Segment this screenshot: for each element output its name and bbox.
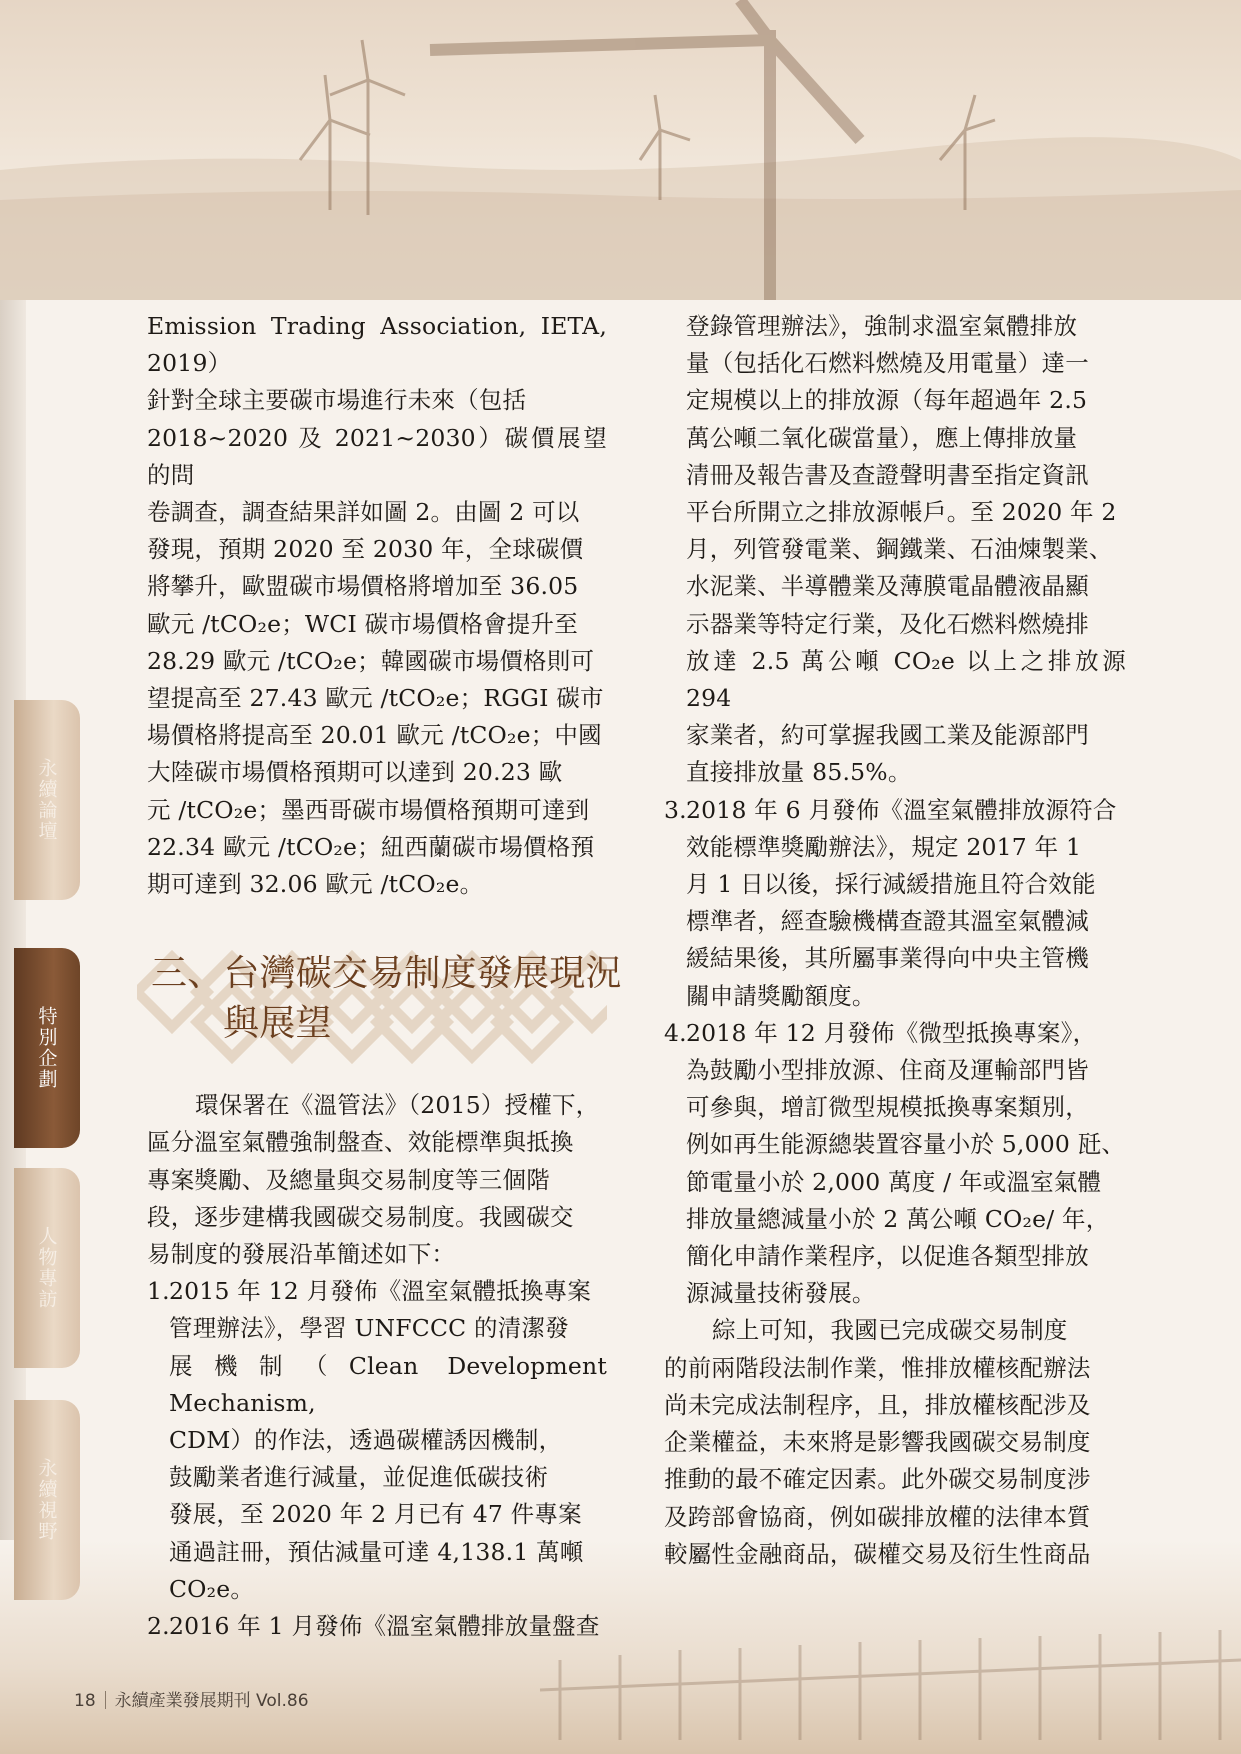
list-item-3 (664, 792, 1126, 1015)
text-line: 區分溫室氣體強制盤查、效能標準與抵換 (147, 1128, 574, 1157)
conclusion-paragraph (664, 1312, 1126, 1572)
text-line: 2018 年 12 月發佈《微型抵換專案》， (686, 1018, 1097, 1047)
text-line: 尚未完成法制程序，且，排放權核配涉及 (664, 1390, 1091, 1419)
list-number: 4. (664, 1018, 687, 1047)
text-line: 關申請獎勵額度。 (686, 981, 876, 1010)
tab-interview[interactable]: 人物專訪 (14, 1168, 80, 1368)
text-line: 期可達到 32.06 歐元 /tCO₂e。 (147, 870, 484, 899)
text-line: 展機制（Clean Development Mechanism, (169, 1351, 607, 1417)
text-line: 定規模以上的排放源（每年超過年 2.5 (686, 386, 1088, 415)
text-line: 標準者，經查驗機構查證其溫室氣體減 (686, 907, 1089, 936)
text-line: 大陸碳市場價格預期可以達到 20.23 歐 (147, 758, 563, 787)
page-number: 18 (74, 1691, 96, 1711)
wind-turbine-illustration (0, 0, 1241, 300)
text-line: 2018~2020 及 2021~2030）碳價展望的問 (147, 423, 607, 489)
section-title-line2: 與展望 (223, 1003, 332, 1045)
text-line: 量（包括化石燃料燃燒及用電量）達一 (686, 349, 1089, 378)
text-line: 推動的最不確定因素。此外碳交易制度涉 (664, 1465, 1091, 1494)
text-line: 發現，預期 2020 至 2030 年，全球碳價 (147, 535, 584, 564)
text-line: 元 /tCO₂e；墨西哥碳市場價格預期可達到 (147, 795, 590, 824)
tab-sustainability-forum[interactable]: 永續論壇 (14, 700, 80, 900)
text-line: 22.34 歐元 /tCO₂e；紐西蘭碳市場價格預 (147, 832, 595, 861)
text-line: 鼓勵業者進行減量，並促進低碳技術 (169, 1463, 549, 1492)
text-line: 2018 年 6 月發佈《溫室氣體排放源符合 (686, 795, 1117, 824)
text-line: 平台所開立之排放源帳戶。至 2020 年 2 (686, 498, 1117, 527)
text-line: 28.29 歐元 /tCO₂e；韓國碳市場價格則可 (147, 646, 595, 675)
text-line: 效能標準獎勵辦法》，規定 2017 年 1 (686, 832, 1082, 861)
text-line: 月，列管發電業、鋼鐵業、石油煉製業、 (686, 535, 1113, 564)
text-line: 段，逐步建構我國碳交易制度。我國碳交 (147, 1202, 574, 1231)
text-line: CDM）的作法，透過碳權誘因機制， (169, 1426, 563, 1455)
text-line: 通過註冊，預估減量可達 4,138.1 萬噸 (169, 1537, 584, 1566)
header-banner-wind-turbines (0, 0, 1241, 300)
text-line: 場價格將提高至 20.01 歐元 /tCO₂e；中國 (147, 721, 602, 750)
list-number: 3. (664, 795, 687, 824)
section-title: 三、台灣碳交易制度發展現況 (151, 953, 622, 995)
text-line: 企業權益，未來將是影響我國碳交易制度 (664, 1428, 1091, 1457)
carbon-price-paragraph (147, 308, 607, 903)
text-line: 排放量總減量小於 2 萬公噸 CO₂e/ 年， (686, 1204, 1110, 1233)
text-line: 專案獎勵、及總量與交易制度等三個階 (147, 1165, 550, 1194)
text-line: 水泥業、半導體業及薄膜電晶體液晶顯 (686, 572, 1089, 601)
journal-title: 永續產業發展期刊 Vol.86 (114, 1691, 309, 1711)
text-line: 發展，至 2020 年 2 月已有 47 件專案 (169, 1500, 582, 1529)
right-column (664, 308, 1126, 1573)
text-line: 卷調查，調查結果詳如圖 2。由圖 2 可以 (147, 498, 580, 527)
text-line: 登錄管理辦法》，強制求溫室氣體排放 (686, 312, 1078, 340)
intro-paragraph (147, 1087, 607, 1273)
tab-special-feature[interactable]: 特別企劃 (14, 948, 80, 1148)
list-item-2 (147, 1608, 607, 1645)
footer-divider (105, 1691, 106, 1709)
text-line: 及跨部會協商，例如碳排放權的法律本質 (664, 1502, 1091, 1531)
list-item-2-continued (664, 308, 1126, 792)
text-line: 月 1 日以後，採行減緩措施且符合效能 (686, 870, 1096, 899)
text-line: 例如再生能源總裝置容量小於 5,000 瓩、 (686, 1130, 1126, 1159)
text-line: 萬公噸二氧化碳當量），應上傳排放量 (686, 423, 1078, 452)
list-number: 2. (147, 1612, 170, 1641)
text-line: 望提高至 27.43 歐元 /tCO₂e；RGGI 碳市 (147, 684, 604, 713)
text-line: 綜上可知，我國已完成碳交易制度 (712, 1316, 1068, 1345)
text-line: 節電量小於 2,000 萬度 / 年或溫室氣體 (686, 1167, 1102, 1196)
text-line: 緩結果後，其所屬事業得向中央主管機 (686, 944, 1089, 973)
text-line: 直接排放量 85.5%。 (686, 758, 912, 787)
text-line: Emission Trading Association, IETA, 2019） (147, 312, 607, 378)
text-line: 歐元 /tCO₂e；WCI 碳市場價格會提升至 (147, 609, 578, 638)
list-number: 1. (147, 1277, 170, 1306)
section-heading (137, 947, 622, 1065)
page-footer (74, 1686, 309, 1711)
list-item-4 (664, 1015, 1126, 1313)
text-line: 源減量技術發展。 (686, 1279, 876, 1308)
text-line: 管理辦法》，學習 UNFCCC 的清潔發 (169, 1314, 569, 1343)
text-line: 較屬性金融商品，碳權交易及衍生性商品 (664, 1539, 1091, 1568)
text-line: 清冊及報告書及查證聲明書至指定資訊 (686, 460, 1089, 489)
text-line: 的前兩階段法制作業，惟排放權核配辦法 (664, 1353, 1091, 1382)
text-line: 可參與，增訂微型規模抵換專案類別， (686, 1093, 1089, 1122)
text-line: CO₂e。 (169, 1574, 255, 1603)
text-line: 為鼓勵小型排放源、住商及運輸部門皆 (686, 1056, 1089, 1085)
text-line: 簡化申請作業程序，以促進各類型排放 (686, 1242, 1089, 1271)
text-line: 示器業等特定行業，及化石燃料燃燒排 (686, 609, 1089, 638)
text-line: 2016 年 1 月發佈《溫室氣體排放量盤查 (169, 1612, 600, 1641)
text-line: 環保署在《溫管法》（2015）授權下， (195, 1091, 600, 1120)
tab-sustainability-vision[interactable]: 永續視野 (14, 1400, 80, 1600)
text-line: 家業者，約可掌握我國工業及能源部門 (686, 721, 1089, 750)
text-line: 放達 2.5 萬公噸 CO₂e 以上之排放源 294 (686, 646, 1126, 713)
text-line: 2015 年 12 月發佈《溫室氣體抵換專案 (169, 1277, 592, 1306)
text-line: 易制度的發展沿革簡述如下： (147, 1240, 456, 1269)
text-line: 針對全球主要碳市場進行未來（包括 (147, 386, 527, 415)
text-line: 將攀升，歐盟碳市場價格將增加至 36.05 (147, 572, 579, 601)
list-item-1 (147, 1273, 607, 1608)
left-column (147, 308, 622, 1645)
